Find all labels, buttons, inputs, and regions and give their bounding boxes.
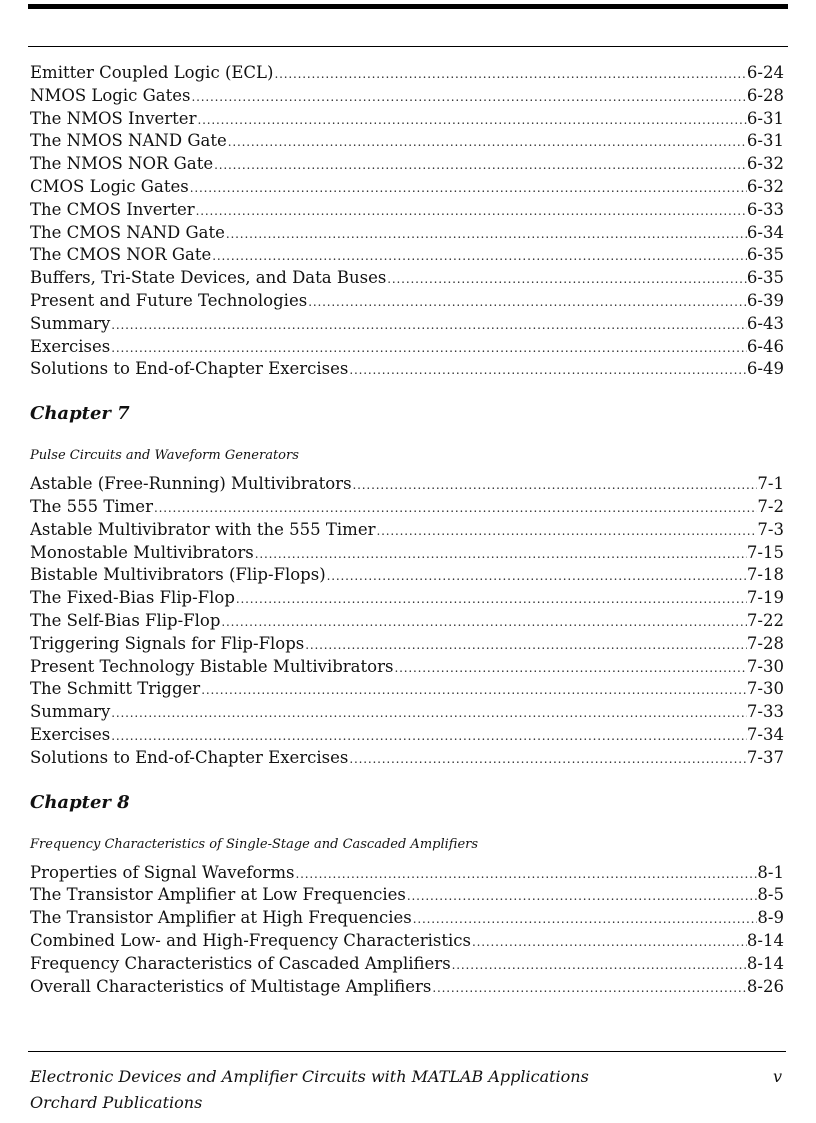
toc-entry-page: 7-30 (746, 679, 784, 699)
toc-entry-page: 7-30 (746, 656, 784, 676)
toc-entry (30, 930, 784, 953)
toc-dot-leader (153, 497, 757, 519)
toc-dot-leader (110, 725, 747, 747)
toc-entry-page: 7-3 (757, 519, 784, 539)
toc-dot-leader (211, 245, 747, 267)
chapter-subtitle: Frequency Characteristics of Single-Stage and Cascaded Amplifiers (30, 836, 479, 852)
toc-entry (30, 633, 784, 656)
toc-entry-page: 8-1 (757, 862, 784, 882)
toc-entry-title: Astable (Free-Running) Multivibrators (30, 474, 352, 494)
toc-entry (30, 542, 784, 565)
toc-entry-title: Monostable Multivibrators (30, 542, 254, 562)
toc-entry-page: 8-14 (746, 953, 784, 973)
toc-dot-leader (352, 474, 758, 496)
toc-dot-leader (213, 154, 747, 176)
toc-entry-page: 6-31 (746, 131, 784, 151)
toc-entry-title: The NMOS Inverter (30, 108, 197, 128)
toc-entry (30, 610, 784, 633)
toc-entry (30, 108, 784, 131)
toc-entry-page: 8-5 (757, 885, 784, 905)
toc-entry (30, 724, 784, 747)
toc-entry-page: 7-22 (746, 610, 784, 630)
toc-entry-title: Properties of Signal Waveforms (30, 862, 295, 882)
toc-entry-page: 6-46 (746, 336, 784, 356)
toc-entry-page: 6-33 (746, 199, 784, 219)
footer-publisher: Orchard Publications (30, 1093, 203, 1112)
toc-entry-page: 7-18 (746, 565, 784, 585)
toc-entry (30, 656, 784, 679)
toc-dot-leader (195, 200, 747, 222)
toc-dot-leader (200, 679, 747, 701)
toc-entry (30, 336, 784, 359)
toc-dot-leader (393, 657, 746, 679)
toc-entry-title: CMOS Logic Gates (30, 176, 189, 196)
footer-rule (28, 1051, 786, 1052)
toc-entry-page: 6-31 (746, 108, 784, 128)
toc-dot-leader (220, 611, 747, 633)
toc-entry-title: The 555 Timer (30, 496, 153, 516)
toc-entry (30, 199, 784, 222)
toc-entry-title: Emitter Coupled Logic (ECL) (30, 63, 274, 82)
toc-dot-leader (307, 291, 747, 313)
header-rule-thick (28, 4, 788, 9)
toc-entry-title: Solutions to End-of-Chapter Exercises (30, 747, 349, 767)
toc-entry-page: 6-49 (746, 359, 784, 379)
toc-entry-page: 6-24 (746, 63, 784, 82)
toc-entry-title: The Transistor Amplifier at High Frequencies (30, 908, 412, 928)
toc-dot-leader (235, 588, 747, 610)
toc-entry (30, 678, 784, 701)
toc-entry (30, 884, 784, 907)
toc-entry-page: 8-9 (757, 908, 784, 928)
toc-entry-page: 6-35 (746, 245, 784, 265)
toc-dot-leader (191, 86, 747, 108)
toc-entry (30, 358, 784, 381)
footer-page-number: v (772, 1067, 782, 1086)
toc-entry-page: 6-43 (746, 313, 784, 333)
toc-entry-title: The Transistor Amplifier at Low Frequencies (30, 885, 406, 905)
toc-entry (30, 85, 784, 108)
footer-book-title: Electronic Devices and Amplifier Circuits with MATLAB Applications (30, 1067, 589, 1086)
chapter-heading: Chapter 8 (30, 791, 130, 813)
toc-dot-leader (189, 177, 747, 199)
toc-entry-title: Exercises (30, 724, 111, 744)
toc-dot-leader (348, 748, 747, 770)
toc-entry (30, 701, 784, 724)
toc-dot-leader (110, 314, 747, 336)
toc-list-continued (30, 62, 784, 381)
toc-entry-title: The NMOS NOR Gate (30, 154, 214, 174)
toc-entry-page: 6-32 (746, 176, 784, 196)
toc-entry-title: Astable Multivibrator with the 555 Timer (30, 519, 376, 539)
toc-entry-page: 6-28 (746, 85, 784, 105)
toc-entry-page: 7-37 (746, 747, 784, 767)
toc-dot-leader (294, 863, 757, 885)
toc-dot-leader (406, 885, 758, 907)
toc-entry (30, 222, 784, 245)
toc-dot-leader (196, 109, 746, 131)
toc-entry (30, 244, 784, 267)
toc-entry-title: The CMOS Inverter (30, 199, 195, 219)
toc-entry-title: Present Technology Bistable Multivibrators (30, 656, 394, 676)
toc-entry-page: 7-33 (746, 702, 784, 722)
toc-entry (30, 976, 784, 999)
toc-entry-page: 8-26 (746, 976, 784, 996)
toc-entry-title: The Self-Bias Flip-Flop (30, 610, 221, 630)
toc-entry-page: 7-34 (746, 724, 784, 744)
header-rule-thin (28, 46, 788, 47)
toc-list-chapter-8 (30, 862, 784, 999)
toc-entry-title: The NMOS NAND Gate (30, 131, 227, 151)
toc-entry (30, 907, 784, 930)
toc-entry-page: 6-34 (746, 222, 784, 242)
toc-dot-leader (451, 954, 747, 976)
toc-entry-title: Exercises (30, 336, 111, 356)
toc-entry-title: The CMOS NOR Gate (30, 245, 212, 265)
toc-entry (30, 176, 784, 199)
toc-entry-title: NMOS Logic Gates (30, 85, 191, 105)
toc-entry-title: Combined Low- and High-Frequency Characteristics (30, 930, 471, 950)
toc-entry-page: 7-2 (757, 496, 784, 516)
toc-entry-title: The CMOS NAND Gate (30, 222, 225, 242)
toc-entry-page: 8-14 (746, 930, 784, 950)
toc-dot-leader (348, 359, 747, 381)
toc-dot-leader (431, 977, 747, 999)
toc-dot-leader (326, 565, 747, 587)
toc-entry-title: Summary (30, 702, 111, 722)
toc-dot-leader (225, 223, 747, 245)
toc-entry-page: 7-28 (746, 633, 784, 653)
toc-entry (30, 313, 784, 336)
toc-dot-leader (110, 337, 747, 359)
toc-entry-title: Buffers, Tri-State Devices, and Data Buses (30, 268, 387, 288)
toc-dot-leader (254, 543, 747, 565)
toc-dot-leader (386, 268, 747, 290)
toc-dot-leader (471, 931, 747, 953)
toc-entry (30, 496, 784, 519)
toc-entry-page: 7-19 (746, 588, 784, 608)
toc-entry-title: The Fixed-Bias Flip-Flop (30, 588, 235, 608)
toc-entry-title: Overall Characteristics of Multistage Amplifiers (30, 976, 432, 996)
toc-entry-title: Bistable Multivibrators (Flip-Flops) (30, 565, 326, 585)
toc-entry (30, 290, 784, 313)
toc-entry-title: Summary (30, 313, 111, 333)
toc-dot-leader (412, 908, 758, 930)
toc-entry-page: 6-32 (746, 154, 784, 174)
toc-entry-title: The Schmitt Trigger (30, 679, 201, 699)
toc-dot-leader (110, 702, 747, 724)
toc-entry-page: 7-1 (757, 474, 784, 494)
toc-dot-leader (375, 520, 757, 542)
toc-entry-page: 6-39 (746, 290, 784, 310)
toc-entry (30, 587, 784, 610)
toc-content (30, 62, 784, 998)
toc-entry (30, 473, 784, 496)
toc-entry (30, 153, 784, 176)
toc-entry-page: 6-35 (746, 268, 784, 288)
toc-entry-title: Triggering Signals for Flip-Flops (30, 633, 305, 653)
toc-entry-title: Present and Future Technologies (30, 290, 308, 310)
toc-entry (30, 62, 784, 85)
toc-list-chapter-7 (30, 473, 784, 769)
toc-dot-leader (273, 63, 746, 85)
toc-dot-leader (304, 634, 747, 656)
page-footer (30, 1064, 782, 1116)
toc-entry (30, 564, 784, 587)
toc-entry (30, 953, 784, 976)
toc-entry (30, 267, 784, 290)
toc-entry (30, 130, 784, 153)
toc-entry-title: Frequency Characteristics of Cascaded Amplifiers (30, 953, 451, 973)
toc-dot-leader (227, 131, 747, 153)
toc-entry-page: 7-15 (746, 542, 784, 562)
toc-entry (30, 862, 784, 885)
toc-entry-title: Solutions to End-of-Chapter Exercises (30, 359, 349, 379)
chapter-subtitle: Pulse Circuits and Waveform Generators (30, 448, 299, 464)
chapter-heading: Chapter 7 (30, 403, 130, 425)
toc-entry (30, 747, 784, 770)
toc-entry (30, 519, 784, 542)
